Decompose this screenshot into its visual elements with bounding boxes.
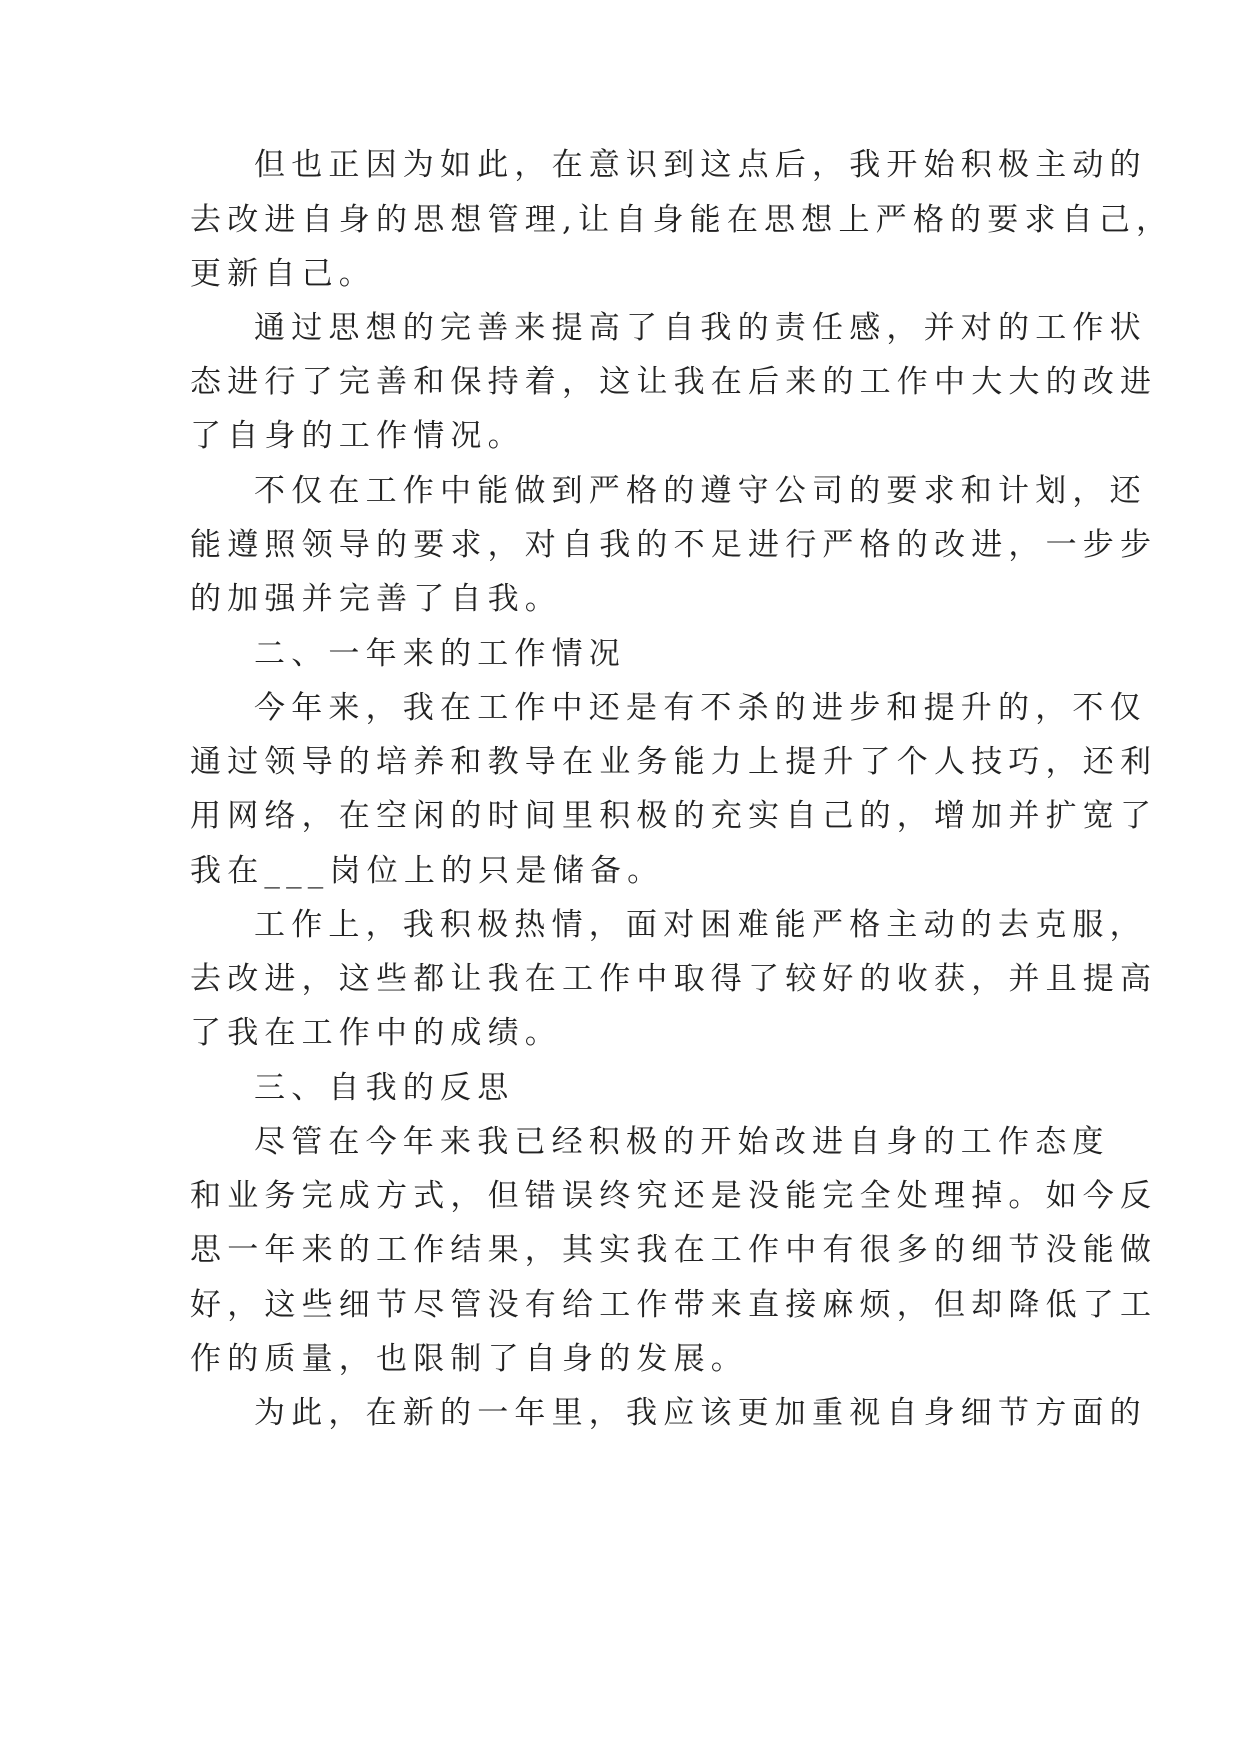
text-line-1: 但也正因为如此，在意识到这点后，我开始积极主动的: [254, 147, 1147, 183]
text-line-9: 的加强并完善了自我。: [190, 581, 562, 617]
text-line-5: 态进行了完善和保持着，这让我在后来的工作中大大的改进: [190, 364, 1158, 400]
text-line-24: 为此，在新的一年里，我应该更加重视自身细节方面的: [254, 1395, 1147, 1431]
text-line-7: 不仅在工作中能做到严格的遵守公司的要求和计划，还: [254, 473, 1147, 509]
text-line-22: 好，这些细节尽管没有给工作带来直接麻烦，但却降低了工: [190, 1287, 1158, 1323]
text-line-4: 通过思想的完善来提高了自我的责任感，并对的工作状: [254, 310, 1147, 346]
text-line-17: 了我在工作中的成绩。: [190, 1015, 562, 1051]
text-line-15: 工作上，我积极热情，面对困难能严格主动的去克服，: [254, 907, 1147, 943]
text-line-16: 去改进，这些都让我在工作中取得了较好的收获，并且提高: [190, 961, 1158, 997]
section-heading-3: 三、自我的反思: [254, 1070, 515, 1106]
text-line-21: 思一年来的工作结果，其实我在工作中有很多的细节没能做: [190, 1232, 1158, 1268]
text-line-8: 能遵照领导的要求，对自我的不足进行严格的改进，一步步: [190, 527, 1158, 563]
text-line-13: 用网络，在空闲的时间里积极的充实自己的，增加并扩宽了: [190, 798, 1158, 834]
section-heading-2: 二、一年来的工作情况: [254, 636, 626, 672]
text-line-20: 和业务完成方式，但错误终究还是没能完全处理掉。如今反: [190, 1178, 1158, 1214]
text-line-3: 更新自己。: [190, 256, 376, 292]
text-line-6: 了自身的工作情况。: [190, 418, 525, 454]
text-line-11: 今年来，我在工作中还是有不杀的进步和提升的，不仅: [254, 690, 1147, 726]
text-line-23: 作的质量，也限制了自身的发展。: [190, 1341, 748, 1377]
text-line-12: 通过领导的培养和教导在业务能力上提升了个人技巧，还利: [190, 744, 1158, 780]
text-line-19: 尽管在今年来我已经积极的开始改进自身的工作态度: [254, 1124, 1110, 1160]
text-line-2: 去改进自身的思想管理,让自身能在思想上严格的要求自己，: [190, 202, 1174, 238]
text-line-14: 我在___岗位上的只是储备。: [190, 853, 665, 889]
